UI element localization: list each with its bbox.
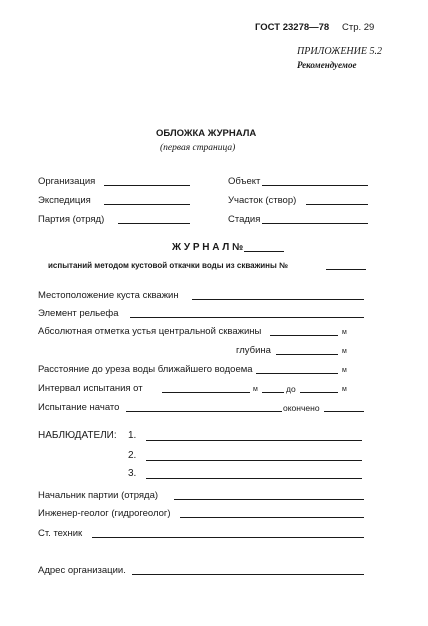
depth-line[interactable]	[276, 354, 338, 355]
recommended-label: Рекомендуемое	[297, 60, 357, 70]
field-stage-line[interactable]	[262, 223, 368, 224]
field-section-line[interactable]	[306, 204, 368, 205]
interval-to-label: до	[286, 384, 296, 394]
field-party-label: Партия (отряд)	[38, 214, 105, 225]
field-section-label: Участок (створ)	[228, 195, 297, 206]
gost-number: ГОСТ 23278—78	[255, 22, 330, 33]
journal-number-line[interactable]	[244, 251, 284, 252]
distance-label: Расстояние до уреза воды ближайшего водоема	[38, 364, 253, 375]
field-stage-label: Стадия	[228, 214, 261, 225]
chief-label: Начальник партии (отряда)	[38, 490, 159, 501]
interval-from-line[interactable]	[162, 392, 250, 393]
observer-3-number: 3.	[128, 468, 137, 479]
journal-subtitle: испытаний методом кустовой откачки воды из скважины №	[48, 261, 288, 270]
engineer-label: Инженер-геолог (гидрогеолог)	[38, 508, 171, 519]
field-party-line[interactable]	[118, 223, 190, 224]
location-label: Местоположение куста скважин	[38, 290, 179, 301]
relief-line[interactable]	[130, 317, 364, 318]
test-end-label: окончено	[283, 403, 320, 413]
distance-unit: м	[342, 367, 347, 374]
tech-label: Ст. техник	[38, 528, 83, 539]
field-object-label: Объект	[228, 176, 261, 187]
relief-label: Элемент рельефа	[38, 308, 119, 319]
observer-1-number: 1.	[128, 430, 137, 441]
location-line[interactable]	[192, 299, 364, 300]
observer-2-line[interactable]	[146, 460, 362, 461]
test-start-label: Испытание начато	[38, 402, 120, 413]
depth-label: глубина	[236, 345, 271, 356]
depth-unit: м	[342, 348, 347, 355]
field-expedition-label: Экспедиция	[38, 195, 91, 206]
observer-2-number: 2.	[128, 450, 137, 461]
address-label: Адрес организации.	[38, 565, 126, 576]
test-end-line[interactable]	[324, 411, 364, 412]
test-start-line[interactable]	[126, 411, 282, 412]
abs-mark-label: Абсолютная отметка устья центральной скважины	[38, 326, 262, 337]
abs-mark-line[interactable]	[270, 335, 338, 336]
field-organization-line[interactable]	[104, 185, 190, 186]
observer-1-line[interactable]	[146, 440, 362, 441]
observer-3-line[interactable]	[146, 478, 362, 479]
abs-mark-unit: м	[342, 329, 347, 336]
interval-to-line[interactable]	[300, 392, 338, 393]
field-object-line[interactable]	[262, 185, 368, 186]
distance-line[interactable]	[256, 373, 338, 374]
field-organization-label: Организация	[38, 176, 96, 187]
cover-subtitle: (первая страница)	[160, 143, 236, 153]
observers-label: НАБЛЮДАТЕЛИ:	[38, 430, 117, 441]
engineer-line[interactable]	[180, 517, 364, 518]
chief-line[interactable]	[174, 499, 364, 500]
interval-from-unit: м	[253, 386, 258, 393]
interval-gap-line[interactable]	[262, 392, 284, 393]
tech-line[interactable]	[92, 537, 364, 538]
appendix-label: ПРИЛОЖЕНИЕ 5.2	[297, 46, 382, 57]
journal-well-number-line[interactable]	[326, 269, 366, 270]
page-number: Стр. 29	[342, 22, 375, 33]
cover-title: ОБЛОЖКА ЖУРНАЛА	[156, 128, 257, 139]
journal-title: Ж У Р Н А Л №	[172, 242, 244, 253]
interval-label: Интервал испытания от	[38, 383, 143, 394]
field-expedition-line[interactable]	[104, 204, 190, 205]
address-line[interactable]	[132, 574, 364, 575]
interval-to-unit: м	[342, 386, 347, 393]
